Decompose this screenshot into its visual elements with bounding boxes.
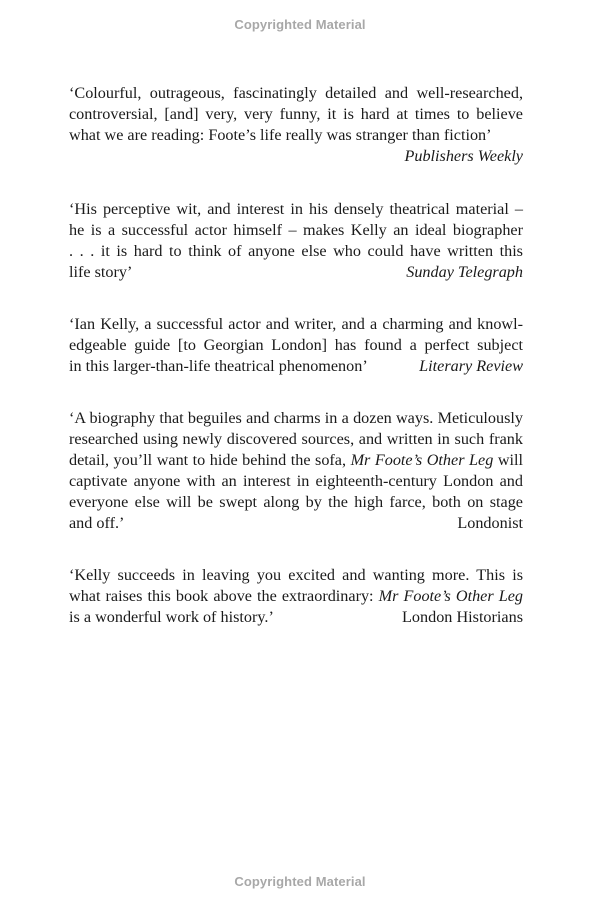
review-quote-london-historians bbox=[69, 565, 523, 628]
copyright-watermark-top: Copyrighted Material bbox=[234, 17, 366, 32]
quote-line: ‘A biography that beguiles and charms in a dozen ways. Meticulously bbox=[69, 409, 523, 427]
quote-line: ‘Colourful, outrageous, fascinatingly detailed and well-researched, bbox=[69, 84, 523, 102]
review-quote-sunday-telegraph bbox=[69, 199, 523, 283]
book-title: Mr Foote’s Other Leg bbox=[350, 451, 494, 469]
quote-line: controversial, [and] very, very funny, it is hard at times to believe bbox=[69, 105, 523, 123]
copyright-watermark-bottom: Copyrighted Material bbox=[234, 874, 366, 889]
quote-source: Publishers Weekly bbox=[404, 147, 523, 165]
review-quote-londonist bbox=[69, 408, 523, 534]
quote-line: ‘Kelly succeeds in leaving you excited and wanting more. This is bbox=[69, 566, 523, 584]
quote-line: is a wonderful work of history.’ bbox=[69, 608, 274, 626]
quote-line: everyone else will be swept along by the high farce, both on stage bbox=[69, 493, 523, 511]
quote-line: what raises this book above the extraordinary: Mr Foote’s Other Leg bbox=[69, 587, 523, 605]
quote-line: in this larger-than-life theatrical phenomenon’ bbox=[69, 357, 368, 375]
quote-source: Sunday Telegraph bbox=[406, 263, 523, 281]
quote-line: ‘Ian Kelly, a successful actor and writer, and a charming and knowl- bbox=[69, 315, 523, 333]
quote-source: Literary Review bbox=[419, 357, 523, 375]
quote-line: he is a successful actor himself – makes Kelly an ideal biographer bbox=[69, 221, 523, 239]
book-title: Mr Foote’s Other Leg bbox=[378, 587, 523, 605]
quote-line: and off.’ bbox=[69, 514, 125, 532]
quote-line: researched using newly discovered sources, and written in such frank bbox=[69, 430, 523, 448]
quote-source: London Historians bbox=[402, 608, 523, 626]
review-quote-literary-review bbox=[69, 314, 523, 377]
review-quote-publishers-weekly bbox=[69, 83, 523, 167]
quote-line: ‘His perceptive wit, and interest in his densely theatrical material – bbox=[69, 200, 523, 218]
quote-source: Londonist bbox=[457, 514, 523, 532]
quote-line: . . . it is hard to think of anyone else who could have written this bbox=[69, 242, 523, 260]
quote-line: captivate anyone with an interest in eighteenth-century London and bbox=[69, 472, 523, 490]
quote-line: edgeable guide [to Georgian London] has found a perfect subject bbox=[69, 336, 523, 354]
quote-line: life story’ bbox=[69, 263, 133, 281]
quote-line: what we are reading: Foote’s life really was stranger than fiction’ bbox=[69, 126, 492, 144]
quote-line: detail, you’ll want to hide behind the sofa, Mr Foote’s Other Leg will bbox=[69, 451, 523, 469]
